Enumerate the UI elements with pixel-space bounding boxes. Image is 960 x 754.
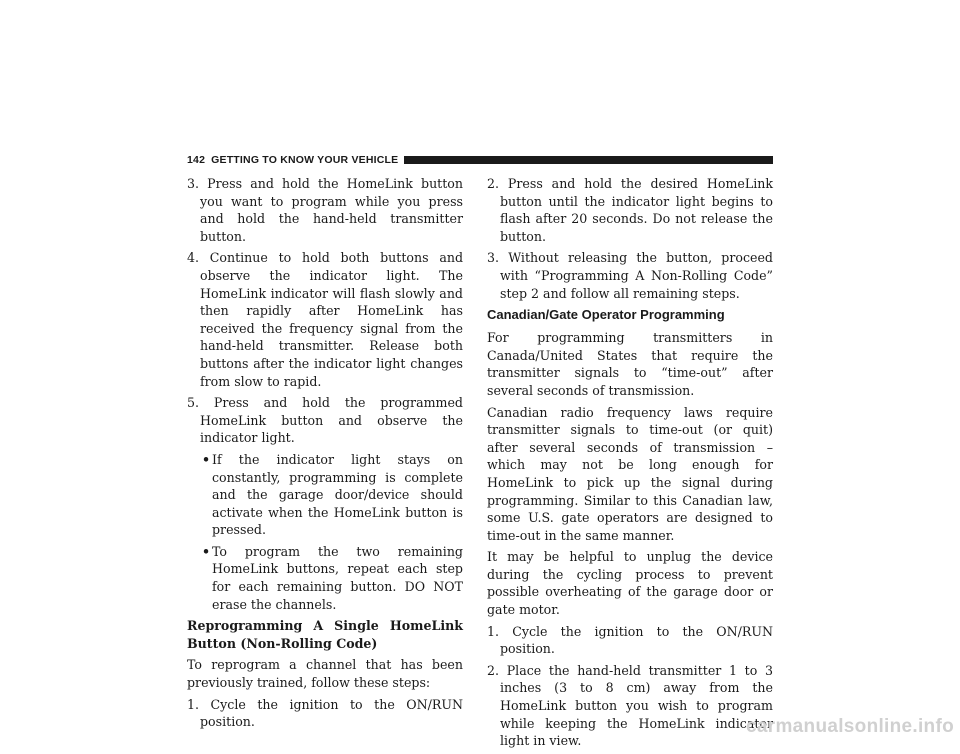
section-title: GETTING TO KNOW YOUR VEHICLE [211,154,399,166]
left-column [187,175,463,735]
step-2-press-desired-button: 2. Press and hold the desired HomeLink button until the indicator light begins to flash after 20 seconds. Do not release the button. [487,176,773,244]
bullet-icon: • [202,451,211,467]
watermark: carmanualsonline.info [746,716,954,737]
canadian-para-3: It may be helpful to unplug the device during the cycling process to prevent possible overheating of the garage door or gate motor. [487,549,773,618]
step-4-continue-holding: 4. Continue to hold both buttons and observe the indicator light. The HomeLink indicator will flash slowly and then rapidly after HomeLink has received the frequency signal from the hand-held transmitter. Release both buttons after the indicator light changes from slow to rapid. [187,250,463,389]
canadian-step-2: 2. Place the hand-held transmitter 1 to 3 inches (3 to 8 cm) away from the HomeLink button you wish to program while keeping the HomeLink indicator light in view. [487,662,773,749]
canadian-para-1: For programming transmitters in Canada/United States that require the transmitter signals to “time-out” after several seconds of transmission. [487,330,773,398]
step-3-without-releasing: 3. Without releasing the button, proceed with “Programming A Non-Rolling Code” step 2 and follow all remaining steps. [487,250,773,301]
page-header [187,153,773,167]
bullet-text: If the indicator light stays on constantly, programming is complete and the garage door/device should activate when the HomeLink button is pressed. [212,451,463,538]
bullet-item [202,543,463,613]
right-column [487,175,773,754]
step-3-press-and-hold: 3. Press and hold the HomeLink button you want to program while you press and hold the hand-held transmitter button. [187,176,463,244]
canadian-step-1: 1. Cycle the ignition to the ON/RUN position. [487,623,773,657]
bullet-icon: • [202,543,211,559]
header-rule [404,156,773,164]
step-5-press-programmed-button: 5. Press and hold the programmed HomeLink button and observe the indicator light. [187,395,463,446]
reprogram-intro: To reprogram a channel that has been previously trained, follow these steps: [187,657,463,691]
heading-reprogramming: Reprogramming A Single HomeLink Button (Non-Rolling Code) [187,618,463,651]
canadian-para-2: Canadian radio frequency laws require transmitter signals to time-out (or quit) after several seconds of transmission – which may not be long enough for HomeLink to pick up the signal during programming. Similar to this Canadian law, some U.S. gate operators are designed to time-out in the same manner. [487,404,773,543]
heading-canadian-gate: Canadian/Gate Operator Programming [487,307,725,323]
bullet-text: To program the two remaining HomeLink buttons, repeat each step for each remaining button. DO NOT erase the channels. [212,543,463,612]
header-text [187,154,398,166]
bullet-item [202,451,463,539]
page-number: 142 [187,154,206,166]
reprogram-step-1: 1. Cycle the ignition to the ON/RUN position. [187,696,463,730]
